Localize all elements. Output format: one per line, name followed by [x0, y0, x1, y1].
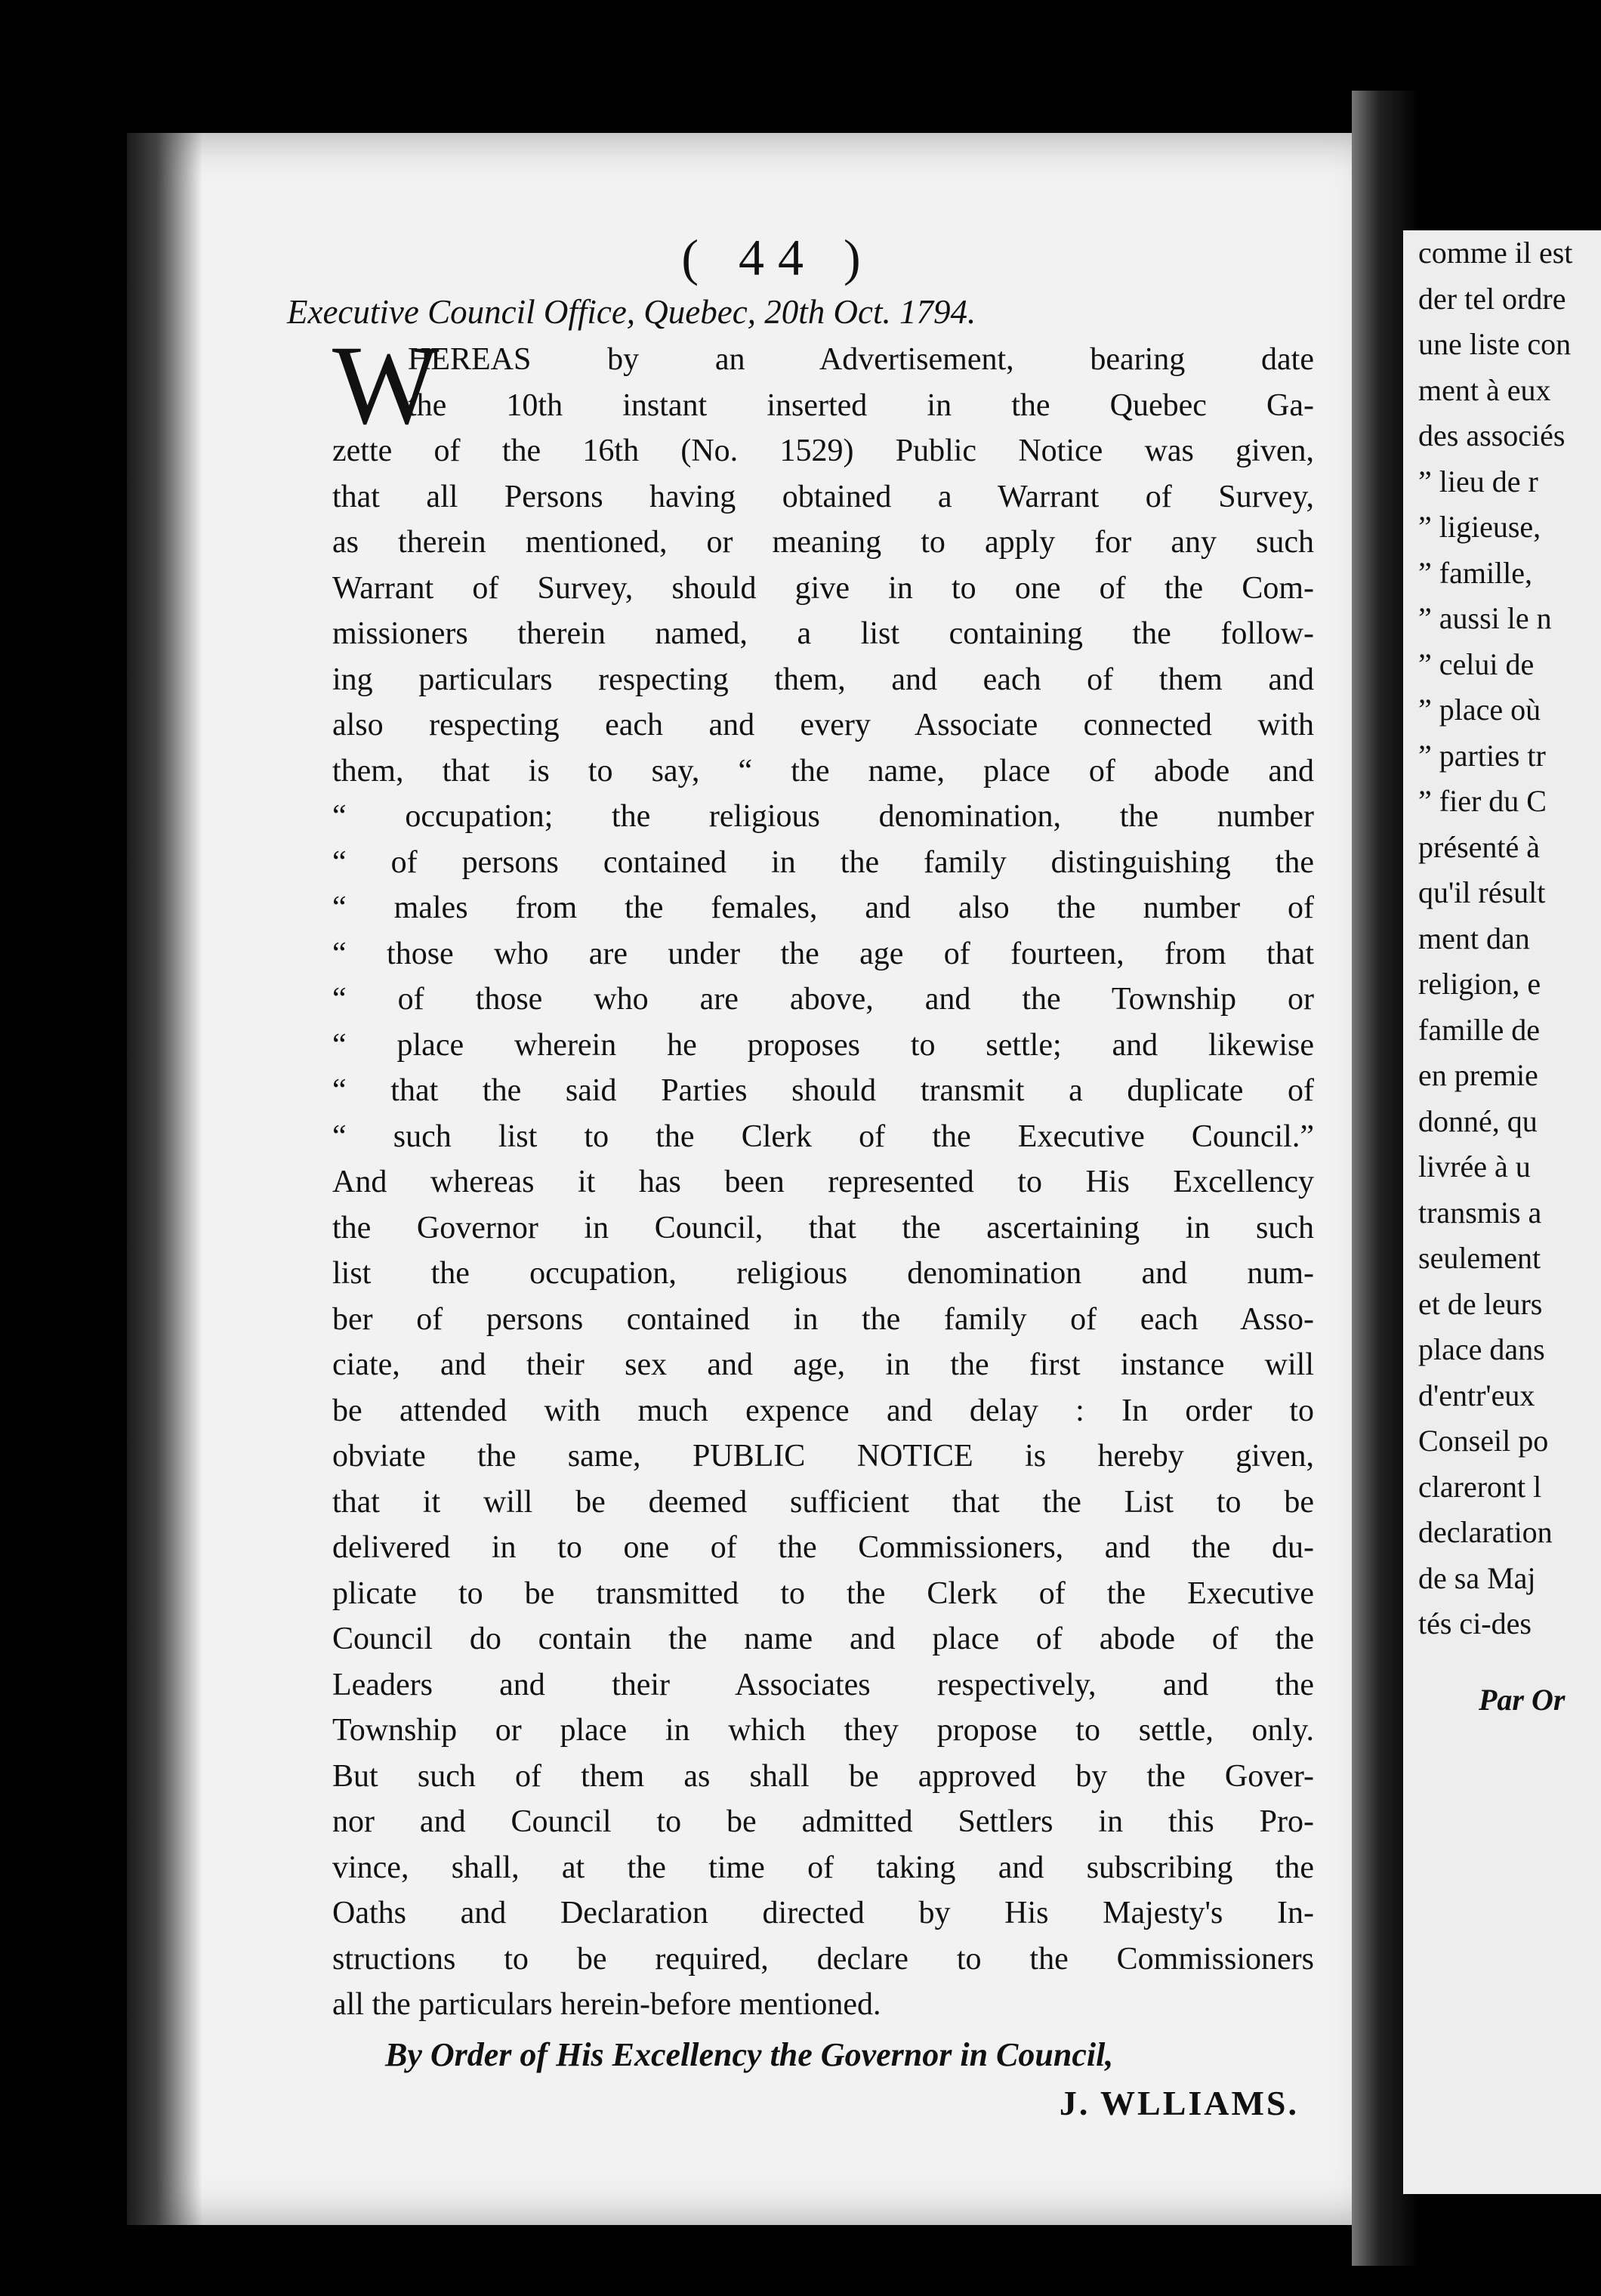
- text-line: missioners therein named, a list containing the follow-: [332, 616, 1314, 651]
- text-line: list the occupation, religious denomination and num-: [332, 1256, 1314, 1291]
- text-line: “ of those who are above, and the Township or: [332, 982, 1314, 1017]
- text-line: Oaths and Declaration directed by His Majesty's In-: [332, 1896, 1314, 1930]
- facing-page: [1403, 230, 1601, 2194]
- text-line: ber of persons contained in the family of each Asso-: [332, 1301, 1314, 1337]
- text-line: delivered in to one of the Commissioners, and the du-: [332, 1530, 1314, 1565]
- signature: J. WLLIAMS.: [1059, 2083, 1299, 2122]
- facing-page-line: Conseil po: [1418, 1424, 1549, 1458]
- facing-page-line: religion, e: [1418, 967, 1541, 1001]
- text-line: Council do contain the name and place of abode of the: [332, 1622, 1314, 1656]
- facing-page-line: ” ligieuse,: [1418, 510, 1541, 544]
- text-line: Township or place in which they propose to settle, only.: [332, 1713, 1314, 1748]
- text-line: obviate the same, PUBLIC NOTICE is hereby given,: [332, 1439, 1314, 1474]
- facing-page-line: ” lieu de r: [1418, 464, 1538, 498]
- facing-page-line: ment dan: [1418, 921, 1530, 955]
- text-line: structions to be required, declare to the Commissioners: [332, 1941, 1314, 1977]
- drop-cap: W: [332, 322, 440, 448]
- facing-page-line: clareront l: [1418, 1469, 1542, 1504]
- text-line: plicate to be transmitted to the Clerk of the Executive: [332, 1575, 1314, 1611]
- text-line: Leaders and their Associates respectively, and the: [332, 1667, 1314, 1702]
- notice-body: [332, 322, 1314, 2028]
- facing-page-line: en premie: [1418, 1058, 1538, 1092]
- facing-page-line: der tel ordre: [1418, 281, 1566, 316]
- text-line: Warrant of Survey, should give in to one of the Com-: [332, 570, 1314, 606]
- text-line: that all Persons having obtained a Warrant of Survey,: [332, 479, 1314, 514]
- text-line: as therein mentioned, or meaning to apply for any such: [332, 525, 1314, 560]
- facing-page-line: ment à eux: [1418, 372, 1551, 407]
- facing-page-line: ” celui de: [1418, 647, 1535, 681]
- text-line: also respecting each and every Associate connected with: [332, 708, 1314, 742]
- text-line: vince, shall, at the time of taking and subscribing the: [332, 1850, 1314, 1885]
- text-line: ciate, and their sex and age, in the first instance will: [332, 1347, 1314, 1382]
- text-line: “ that the said Parties should transmit a duplicate of: [332, 1073, 1314, 1108]
- text-line: be attended with much expence and delay : In order to: [332, 1393, 1314, 1428]
- text-line: them, that is to say, “ the name, place of abode and: [332, 753, 1314, 788]
- spine-shadow: [127, 133, 202, 2225]
- text-line: that it will be deemed sufficient that the List to be: [332, 1484, 1314, 1520]
- text-line: nor and Council to be admitted Settlers in this Pro-: [332, 1804, 1314, 1839]
- facing-page-text: [1403, 230, 1572, 1723]
- text-line: “ occupation; the religious denomination, the number: [332, 799, 1314, 834]
- text-line: zette of the 16th (No. 1529) Public Notice was given,: [332, 434, 1314, 468]
- text-line: “ males from the females, and also the number of: [332, 890, 1314, 925]
- text-line: “ of persons contained in the family distinguishing the: [332, 844, 1314, 880]
- facing-page-line: des associés: [1418, 418, 1566, 452]
- facing-page-line: transmis a: [1418, 1195, 1542, 1230]
- facing-page-line: declaration: [1418, 1515, 1553, 1549]
- facing-page-line: présenté à: [1418, 829, 1541, 864]
- facing-page-line: ” famille,: [1418, 555, 1533, 590]
- facing-page-line: tés ci-des: [1418, 1606, 1532, 1640]
- page-number: ( 44 ): [681, 229, 875, 286]
- signoff: By Order of His Excellency the Governor in Council,: [385, 2035, 1114, 2073]
- facing-page-line: une liste con: [1418, 327, 1572, 361]
- facing-page-line: qu'il résult: [1418, 875, 1546, 909]
- facing-page-line: famille de: [1418, 1012, 1541, 1047]
- text-line: the Governor in Council, that the ascertaining in such: [332, 1210, 1314, 1245]
- facing-page-line: et de leurs: [1418, 1286, 1543, 1321]
- facing-page-line: de sa Maj: [1418, 1560, 1536, 1595]
- text-line: ing particulars respecting them, and each of them and: [332, 662, 1314, 697]
- facing-page-line: place dans: [1418, 1332, 1545, 1366]
- text-line: And whereas it has been represented to His Excellency: [332, 1165, 1314, 1199]
- dateline: Executive Council Office, Quebec, 20th Oct. 1794.: [287, 293, 976, 331]
- text-line: the 10th instant inserted in the Quebec Ga-: [408, 387, 1314, 423]
- facing-page-line: ” place où: [1418, 693, 1541, 727]
- facing-page-line: ” fier du C: [1418, 784, 1547, 818]
- facing-page-line: ” aussi le n: [1418, 601, 1552, 635]
- text-line: But such of them as shall be approved by the Gover-: [332, 1758, 1314, 1794]
- text-line: HEREAS by an Advertisement, bearing date: [408, 342, 1314, 377]
- facing-page-line: comme il est: [1418, 236, 1573, 270]
- text-line: “ place wherein he proposes to settle; and likewise: [332, 1027, 1314, 1063]
- text-line: “ such list to the Clerk of the Executive Council.”: [332, 1119, 1314, 1154]
- facing-page-line: donné, qu: [1418, 1103, 1538, 1138]
- text-line: all the particulars herein-before mentioned.: [332, 1987, 881, 2022]
- facing-page-line: d'entr'eux: [1418, 1378, 1535, 1412]
- text-line: “ those who are under the age of fourteen, from that: [332, 936, 1314, 971]
- page-content: [287, 227, 1314, 2128]
- facing-page-signoff: Par Or: [1479, 1682, 1566, 1717]
- facing-page-line: ” parties tr: [1418, 738, 1546, 773]
- facing-page-line: livrée à u: [1418, 1150, 1531, 1183]
- facing-page-line: seulement: [1418, 1241, 1541, 1275]
